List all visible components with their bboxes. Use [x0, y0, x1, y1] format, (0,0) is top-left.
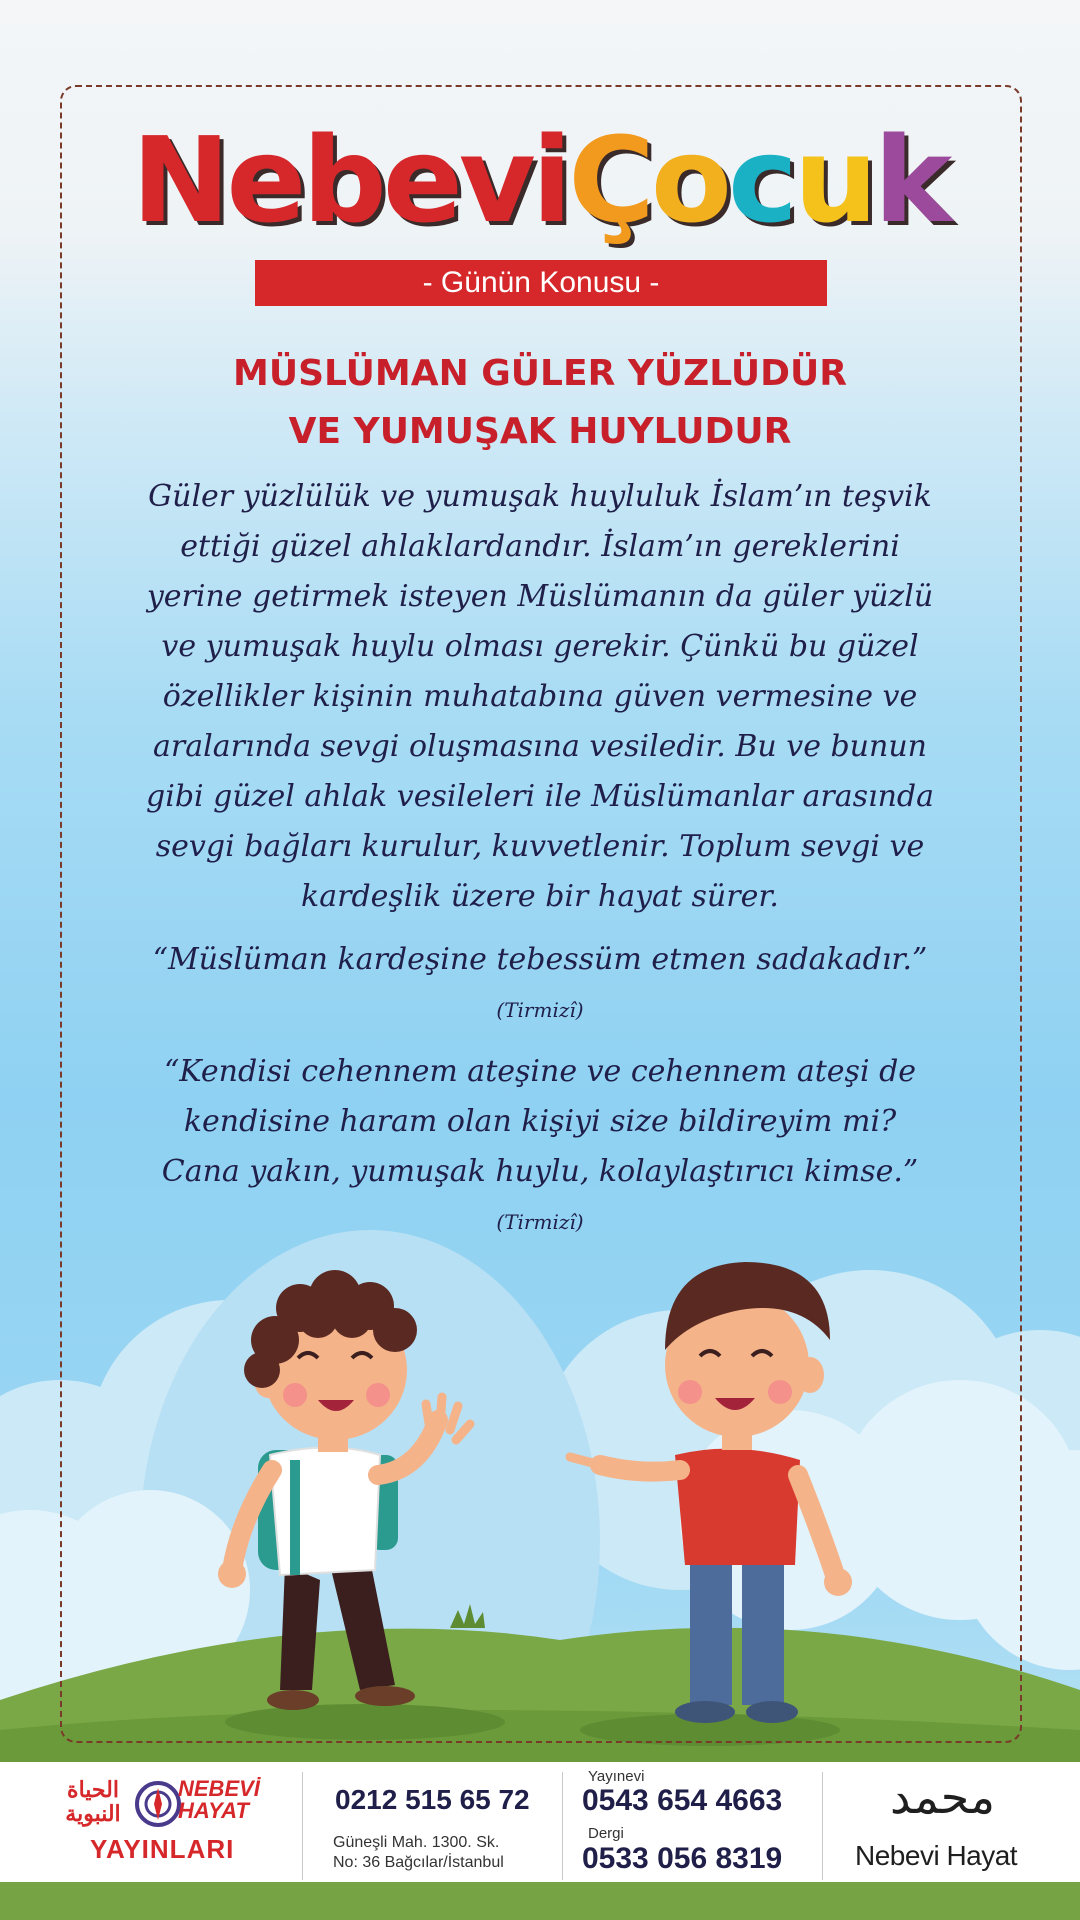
heading-line-2: VE YUMUŞAK HUYLUDUR — [288, 411, 792, 452]
publisher-label: Yayınevi — [588, 1768, 645, 1785]
brand-name: Nebevi Hayat — [855, 1840, 1018, 1871]
quote2-line-1: “Kendisi cehennem ateşine ve cehennem ateşi de — [163, 1054, 917, 1089]
magazine-label: Dergi — [588, 1825, 624, 1842]
magazine-phone: 0533 056 8319 — [582, 1842, 783, 1875]
title-letter: k — [873, 111, 949, 249]
topic-banner: - Günün Konusu - — [255, 260, 827, 306]
hadith-quote-1: “Müslüman kardeşine tebessüm etmen sadakadır.” — [152, 942, 928, 977]
address: Güneşli Mah. 1300. Sk. No: 36 Bağcılar/İstanbul — [333, 1834, 504, 1871]
footer-divider-2 — [562, 1772, 563, 1880]
article-heading — [0, 345, 1080, 461]
footer-divider-3 — [822, 1772, 823, 1880]
title-word-cocuk — [568, 111, 948, 249]
hadith-source-2: (Tirmizî) — [496, 1210, 584, 1234]
brand-calligraphy: محمد — [890, 1770, 996, 1824]
footer-divider-1 — [302, 1772, 303, 1880]
publisher-logo-text: NEBEVİ HAYAT — [178, 1776, 260, 1823]
title-word-nebevi: Nebevi — [131, 111, 569, 249]
publisher-logo-yayinlari: YAYINLARI — [90, 1834, 235, 1864]
article-paragraph: Güler yüzlülük ve yumuşak huyluluk İslam’ın teşvik ettiği güzel ahlaklardandır. İslam’ın gereklerini yerine getirmek isteyen Müslümanın da güler yüzlü ve yumuşak huylu olması gerekir. Çünkü bu güzel özellikler kişinin muhatabına güven vermesine ve aralarında sevgi oluşmasına vesiledir. Bu ve bunun gibi güzel ahlak vesileleri ile Müslümanlar arasında sevgi bağları kurulur, kuvvetlenir. Toplum sevgi ve kardeşlik üzere bir hayat sürer. — [146, 479, 934, 914]
hadith-quote-2 — [130, 1047, 950, 1197]
heading-line-1: MÜSLÜMAN GÜLER YÜZLÜDÜR — [233, 353, 847, 394]
publisher-phone: 0543 654 4663 — [582, 1784, 783, 1817]
footer-green-strip — [0, 1882, 1080, 1920]
quote2-line-3: Cana yakın, yumuşak huylu, kolaylaştırıcı kimse.” — [161, 1154, 919, 1189]
publisher-logo-emblem — [134, 1780, 182, 1828]
title-letter: u — [793, 111, 874, 249]
title-letter: Ç — [568, 111, 651, 249]
title-letter: o — [650, 111, 728, 249]
quote2-line-2: kendisine haram olan kişiyi size bildireyim mi? — [183, 1104, 897, 1139]
title-letter: c — [727, 111, 794, 249]
main-phone: 0212 515 65 72 — [335, 1784, 530, 1815]
hadith-source-1: (Tirmizî) — [496, 998, 584, 1022]
publisher-logo-arabic: الحياة النبوية — [65, 1777, 121, 1827]
magazine-title — [0, 105, 1080, 255]
